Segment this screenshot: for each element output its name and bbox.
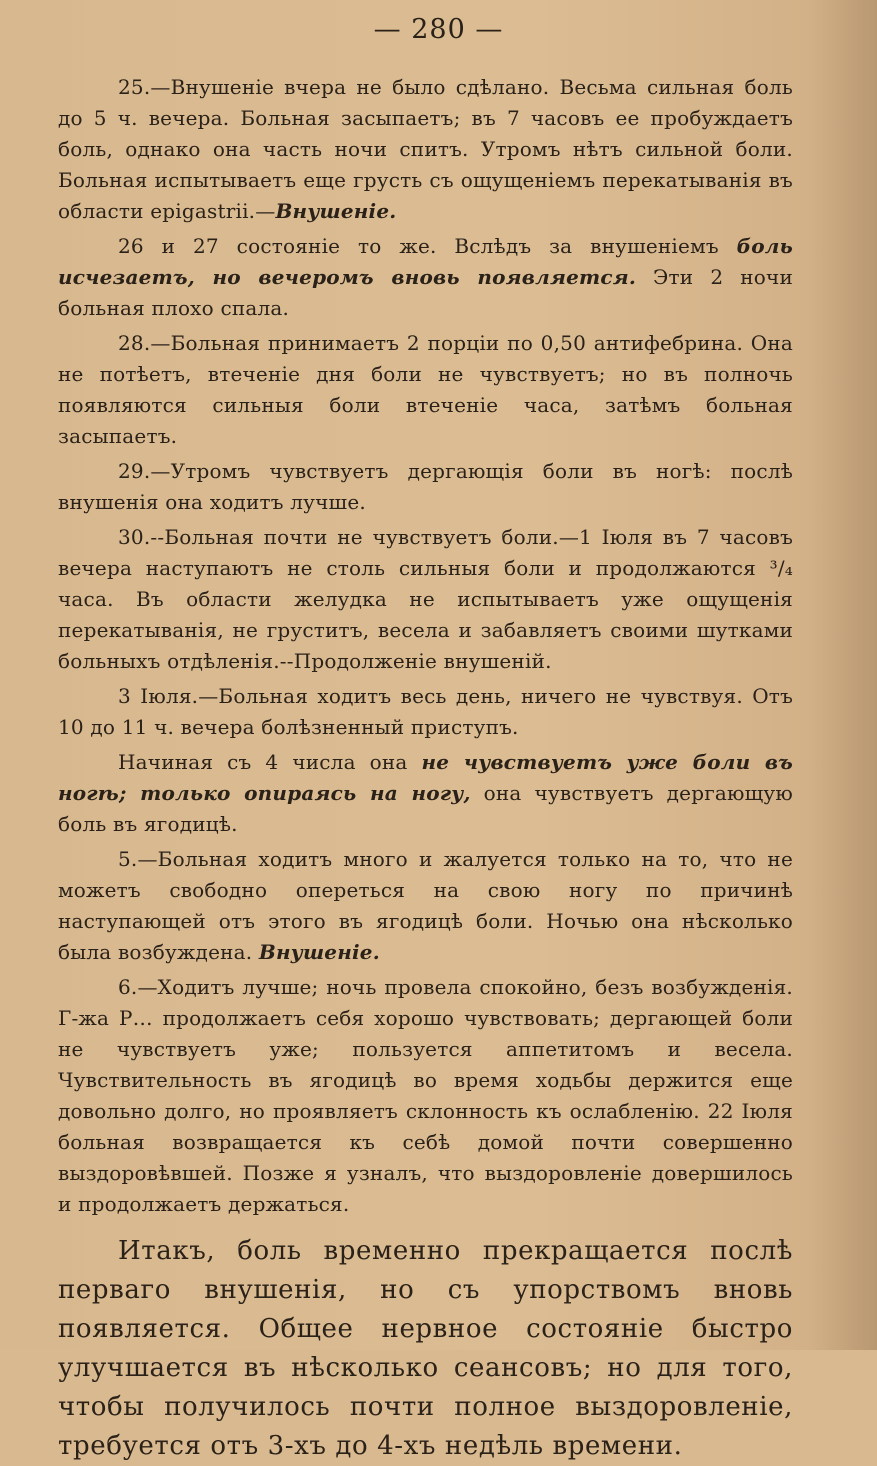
entry-text: 6.—Ходитъ лучше; ночь провела спокойно, безъ возбужденія. Г-жа Р… продолжаетъ себя хорошо чувствовать; дергающей боли не чувствуетъ уже; пользуется аппетитомъ и весела. Чувствительность въ ягодицѣ во время ходьбы держится еще довольно долго, но проявляетъ склонность къ ослабленію. 22 Іюля больная возвращается къ себѣ домой почти совершенно выздоровѣвшей. Позже я узналъ, что выздоровленіе довершилось и продолжаетъ держаться. bbox=[58, 975, 793, 1216]
entry-text: Эти 2 ночи больная плохо спала. bbox=[58, 265, 793, 320]
entry-text: 26 и 27 состояніе то же. Вслѣдъ за внушеніемъ bbox=[118, 234, 737, 258]
diary-entry-6 bbox=[58, 972, 793, 1220]
diary-entry-5 bbox=[58, 844, 793, 968]
diary-entry-july-3 bbox=[58, 681, 793, 743]
diary-entry-30 bbox=[58, 522, 793, 677]
diary-entry-28 bbox=[58, 328, 793, 452]
entry-italic-text: Внушеніе. bbox=[258, 940, 380, 964]
entry-text: 28.—Больная принимаетъ 2 порціи по 0,50 антифебрина. Она не потѣетъ, втеченіе дня боли не чувствуетъ; но въ полночь появляются сильныя боли втеченіе часа, затѣмъ больная засыпаетъ. bbox=[58, 331, 793, 448]
entry-text: 30.--Больная почти не чувствуетъ боли.—1 Іюля въ 7 часовъ вечера наступаютъ не столь сильныя боли и продолжаются ³/₄ часа. Въ области желудка не испытываетъ уже ощущенія перекатыванія, не груститъ, весела и забавляетъ своими шутками больныхъ отдѣленія.--Продолженіе внушеній. bbox=[58, 525, 793, 673]
entry-italic-text: не чувствуетъ уже боли въ ногѣ; только опираясь на ногу, bbox=[58, 750, 793, 805]
diary-entry-july-4 bbox=[58, 747, 793, 840]
conclusion-paragraph: Итакъ, боль временно прекращается послѣ перваго внушенія, но съ упорствомъ вновь появляется. Общее нервное состояніе быстро улучшается въ нѣсколько сеансовъ; но для того, чтобы получилось почти полное выздоровленіе, требуется отъ 3-хъ до 4-хъ недѣль времени. bbox=[58, 1236, 793, 1461]
entry-italic-text: боль исчезаетъ, но вечеромъ вновь появляется. bbox=[58, 234, 793, 289]
diary-entry-26-27 bbox=[58, 231, 793, 324]
entry-text: она чувствуетъ дергающую боль въ ягодицѣ. bbox=[58, 781, 793, 836]
page-number: — 280 — bbox=[373, 14, 504, 45]
entry-text: 29.—Утромъ чувствуетъ дергающія боли въ ногѣ: послѣ внушенія она ходитъ лучше. bbox=[58, 459, 793, 514]
diary-entry-29 bbox=[58, 456, 793, 518]
diary-entry-25 bbox=[58, 72, 793, 227]
entry-italic-text: Внушеніе. bbox=[275, 199, 397, 223]
entry-text: Начиная съ 4 числа она bbox=[118, 750, 422, 774]
entry-text: 3 Іюля.—Больная ходитъ весь день, ничего не чувствуя. Отъ 10 до 11 ч. вечера болѣзненный приступъ. bbox=[58, 684, 793, 739]
entry-text: 5.—Больная ходитъ много и жалуется только на то, что не можетъ свободно опереться на свою ногу по причинѣ наступающей отъ этого въ ягодицѣ боли. Ночью она нѣсколько была возбуждена. bbox=[58, 847, 793, 964]
page-body bbox=[58, 72, 793, 1466]
entry-text: 25.—Внушеніе вчера не было сдѣлано. Весьма сильная боль до 5 ч. вечера. Больная засыпаетъ; въ 7 часовъ ее пробуждаетъ боль, однако она часть ночи спитъ. Утромъ нѣтъ сильной боли. Больная испытываетъ еще грусть съ ощущеніемъ перекатыванія въ области epigastrii.— bbox=[58, 75, 793, 223]
